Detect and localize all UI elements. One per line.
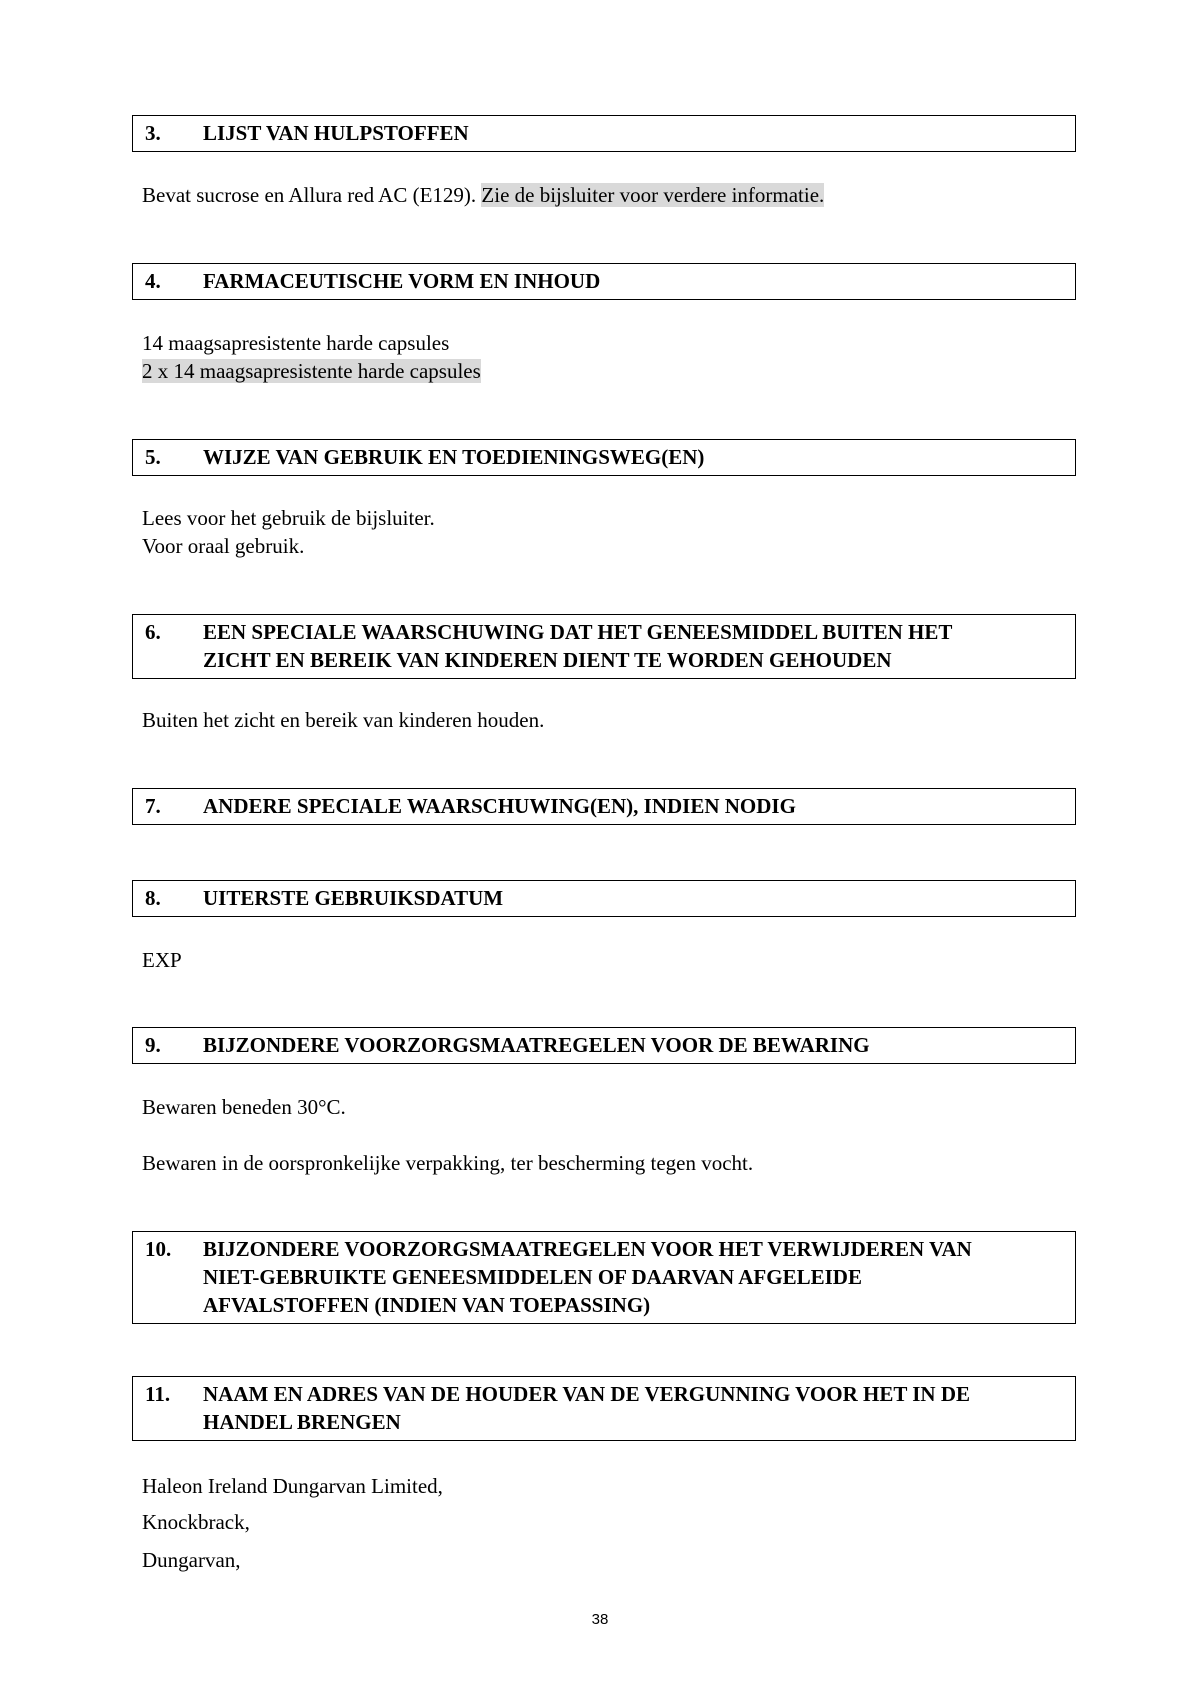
leaflet-reference-highlight: Zie de bijsluiter voor verdere informatie. bbox=[481, 183, 825, 207]
page-number: 38 bbox=[591, 1611, 609, 1628]
section-title: EEN SPECIALE WAARSCHUWING DAT HET GENEESMIDDEL BUITEN HET ZICHT EN BEREIK VAN KINDEREN DIENT TE WORDEN GEHOUDEN bbox=[203, 620, 953, 672]
section-5-header bbox=[132, 439, 1076, 476]
section-title: NAAM EN ADRES VAN DE HOUDER VAN DE VERGUNNING VOOR HET IN DE HANDEL BRENGEN bbox=[203, 1382, 970, 1434]
storage-packaging-text: Bewaren in de oorspronkelijke verpakking, ter bescherming tegen vocht. bbox=[142, 1151, 754, 1175]
section-title: ANDERE SPECIALE WAARSCHUWING(EN), INDIEN NODIG bbox=[203, 794, 796, 818]
section-number: 9. bbox=[145, 1033, 161, 1057]
keep-away-children-text: Buiten het zicht en bereik van kinderen houden. bbox=[142, 708, 545, 732]
section-3-header bbox=[132, 115, 1076, 152]
expiry-label: EXP bbox=[142, 948, 182, 972]
holder-address-line-1: Knockbrack, bbox=[142, 1510, 250, 1534]
section-3-text bbox=[142, 181, 824, 209]
pack-size-2x14-highlight: 2 x 14 maagsapresistente harde capsules bbox=[142, 359, 481, 383]
pack-size-2x14 bbox=[142, 357, 481, 385]
section-title: BIJZONDERE VOORZORGSMAATREGELEN VOOR DE BEWARING bbox=[203, 1033, 870, 1057]
section-number: 3. bbox=[145, 121, 161, 145]
section-number: 10. bbox=[145, 1237, 172, 1261]
section-11-header bbox=[132, 1376, 1076, 1441]
section-number: 7. bbox=[145, 794, 161, 818]
section-7-header bbox=[132, 788, 1076, 825]
section-6-header bbox=[132, 614, 1076, 679]
read-leaflet-text: Lees voor het gebruik de bijsluiter. bbox=[142, 506, 435, 530]
excipients-text: Bevat sucrose en Allura red AC (E129). bbox=[142, 183, 482, 207]
pack-size-14: 14 maagsapresistente harde capsules bbox=[142, 331, 450, 355]
section-8-header bbox=[132, 880, 1076, 917]
section-number: 8. bbox=[145, 886, 161, 910]
section-title: UITERSTE GEBRUIKSDATUM bbox=[203, 886, 504, 910]
section-title: LIJST VAN HULPSTOFFEN bbox=[203, 121, 469, 145]
section-number: 6. bbox=[145, 620, 161, 644]
holder-name: Haleon Ireland Dungarvan Limited, bbox=[142, 1474, 443, 1498]
oral-use-text: Voor oraal gebruik. bbox=[142, 534, 305, 558]
section-number: 5. bbox=[145, 445, 161, 469]
section-10-header bbox=[132, 1231, 1076, 1324]
storage-temperature-text: Bewaren beneden 30°C. bbox=[142, 1095, 346, 1119]
section-9-header bbox=[132, 1027, 1076, 1064]
section-title: WIJZE VAN GEBRUIK EN TOEDIENINGSWEG(EN) bbox=[203, 445, 705, 469]
holder-address-line-2: Dungarvan, bbox=[142, 1548, 241, 1572]
section-number: 11. bbox=[145, 1382, 171, 1406]
section-4-header bbox=[132, 263, 1076, 300]
section-title: BIJZONDERE VOORZORGSMAATREGELEN VOOR HET VERWIJDEREN VAN NIET-GEBRUIKTE GENEESMIDDELEN OF DAARVAN AFGELEIDE AFVALSTOFFEN (INDIEN VAN TOEPASSING) bbox=[203, 1237, 972, 1317]
section-number: 4. bbox=[145, 269, 161, 293]
section-title: FARMACEUTISCHE VORM EN INHOUD bbox=[203, 269, 601, 293]
